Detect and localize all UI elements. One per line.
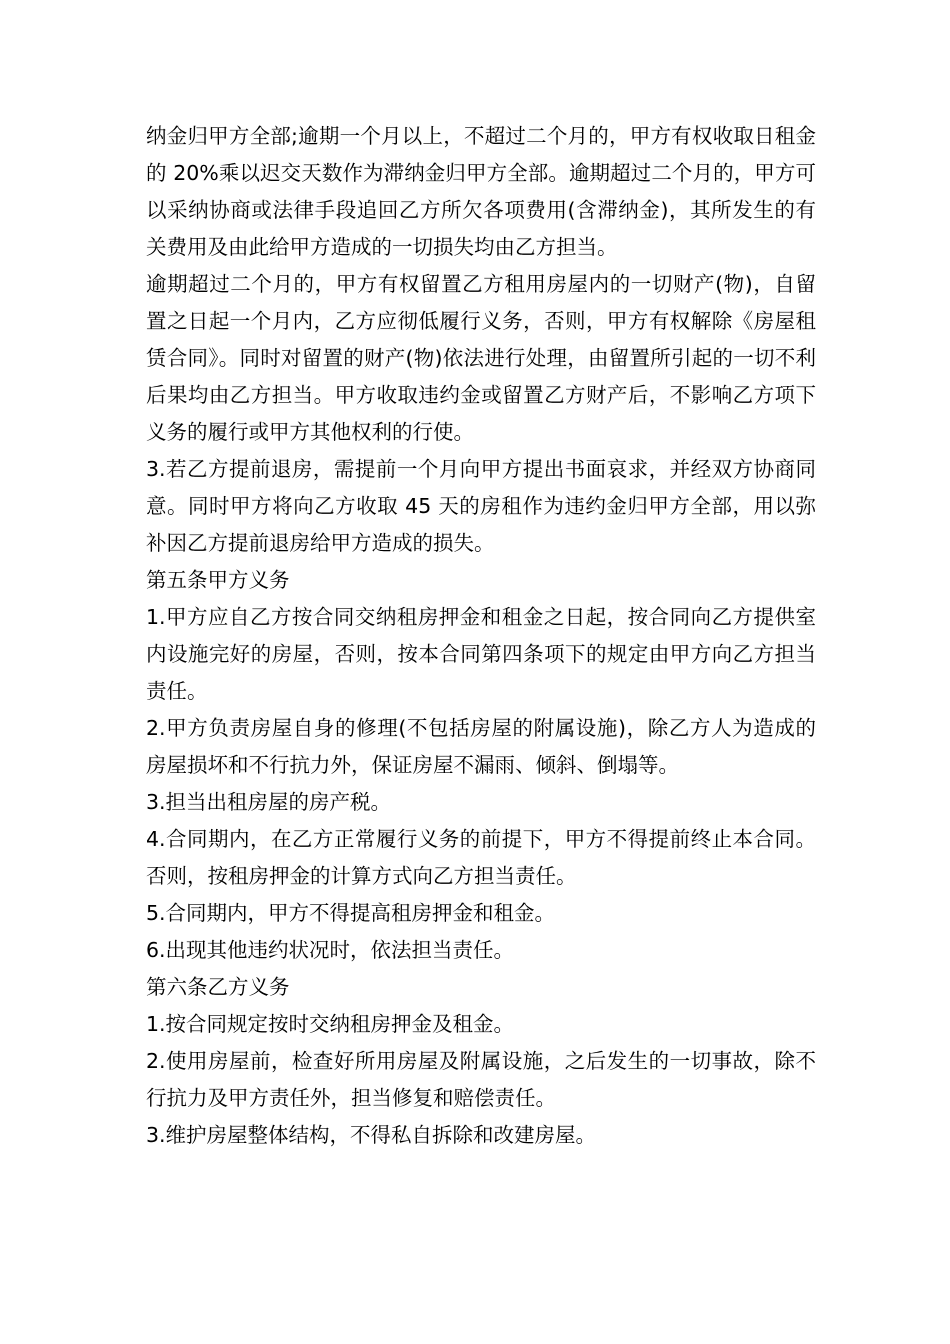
paragraph-article-6-item-3: 3.维护房屋整体结构，不得私自拆除和改建房屋。: [146, 1123, 597, 1147]
paragraph-article-5-item-4: 4.合同期内，在乙方正常履行义务的前提下，甲方不得提前终止本合同。否则，按租房押金的计算方式向乙方担当责任。: [146, 827, 816, 888]
paragraph-article-5-item-5: 5.合同期内，甲方不得提高租房押金和租金。: [146, 901, 556, 925]
paragraph-article-6-item-1: 1.按合同规定按时交纳租房押金及租金。: [146, 1012, 515, 1036]
paragraph-late-fee: 纳金归甲方全部;逾期一个月以上，不超过二个月的，甲方有权收取日租金的 20%乘以迟交天数作为滞纳金归甲方全部。逾期超过二个月的，甲方可以采纳协商或法律手段追回乙方所欠各项费用(含滞纳金)，其所发生的有关费用及由此给甲方造成的一切损失均由乙方担当。: [146, 124, 816, 259]
paragraph-article-5-item-1: 1.甲方应自乙方按合同交纳租房押金和租金之日起，按合同向乙方提供室内设施完好的房屋，否则，按本合同第四条项下的规定由甲方向乙方担当责任。: [146, 605, 816, 703]
paragraph-article-5-item-2: 2.甲方负责房屋自身的修理(不包括房屋的附属设施)，除乙方人为造成的房屋损坏和不行抗力外，保证房屋不漏雨、倾斜、倒塌等。: [146, 716, 816, 777]
paragraph-article-6-item-2: 2.使用房屋前，检查好所用房屋及附属设施，之后发生的一切事故，除不行抗力及甲方责任外，担当修复和赔偿责任。: [146, 1049, 816, 1110]
paragraph-article-5-item-6: 6.出现其他违约状况时，依法担当责任。: [146, 938, 515, 962]
paragraph-article-5-item-3: 3.担当出租房屋的房产税。: [146, 790, 392, 814]
paragraph-early-checkout: 3.若乙方提前退房，需提前一个月向甲方提出书面哀求，并经双方协商同意。同时甲方将向乙方收取 45 天的房租作为违约金归甲方全部，用以弥补因乙方提前退房给甲方造成的损失。: [146, 457, 816, 555]
document-page: [146, 118, 816, 1154]
heading-article-5: 第五条甲方义务: [146, 568, 290, 592]
paragraph-retention: 逾期超过二个月的，甲方有权留置乙方租用房屋内的一切财产(物)，自留置之日起一个月内，乙方应彻低履行义务，否则，甲方有权解除《房屋租赁合同》。同时对留置的财产(物)依法进行处理，由留置所引起的一切不利后果均由乙方担当。甲方收取违约金或留置乙方财产后，不影响乙方项下义务的履行或甲方其他权利的行使。: [146, 272, 816, 444]
heading-article-6: 第六条乙方义务: [146, 975, 290, 999]
